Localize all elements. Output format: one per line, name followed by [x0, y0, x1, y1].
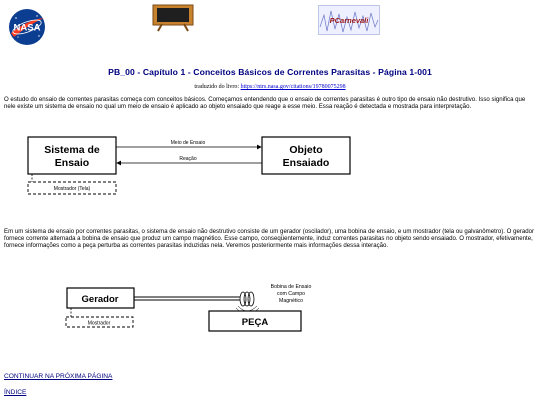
display-label-2: Mostrador: [87, 320, 111, 327]
object-label-line1: Objeto: [289, 144, 323, 156]
page-title: PB_00 - Capítulo 1 - Conceitos Básicos de Correntes Parasitas - Página 1-001: [108, 67, 432, 77]
medium-label: Meio de Ensaio: [170, 140, 206, 146]
system-paragraph: Em um sistema de ensaio por correntes parasitas, o sistema de ensaio não destrutivo consiste de um gerador (oscilador), uma bobina de ensaio, e um mostrador (tela ou galvanômetro). O gerador fornece corrente alternada a bobina de ensaio que produz um campo magnético. Esse campo, conseqüentemente, induz correntes parasitas no objeto sendo ensaiado. O mostrador, efetivamente, fornece informações como a peça perturba as correntes parasitas induzidas nela. Veremos posteriormente mais informações dessa interação.: [4, 228, 535, 250]
object-label-line2: Ensaiado: [282, 157, 330, 169]
source-link[interactable]: https://ntrs.nasa.gov/citations/19780075298: [240, 84, 346, 90]
pcarnevali-logo: [318, 5, 380, 35]
coil-label-line2: com Campo: [277, 291, 305, 297]
system-label-line2: Ensaio: [54, 157, 90, 169]
test-system-diagram: [0, 130, 540, 225]
pcarnevali-logo-text: PCarnevali: [329, 16, 369, 25]
chalkboard-icon: [152, 4, 194, 32]
nasa-logo: [8, 8, 46, 46]
system-label-line1: Sistema de: [44, 144, 100, 156]
next-page-link[interactable]: CONTINUAR NA PRÓXIMA PÁGINA: [4, 373, 113, 380]
coil-label-line1: Bobina de Ensaio: [270, 284, 312, 290]
display-label: Mostrador (Tela): [53, 186, 91, 192]
source-prefix: traduzido do livro:: [194, 84, 240, 90]
generator-label: Gerador: [81, 294, 119, 305]
part-label: PEÇA: [241, 317, 269, 328]
reaction-label: Reação: [179, 156, 197, 162]
eddy-current-diagram: [0, 278, 540, 338]
source-line: [0, 84, 540, 90]
coil-label-line3: Magnético: [279, 298, 303, 304]
nasa-logo-text: NASA: [13, 22, 41, 34]
index-link[interactable]: ÍNDICE: [4, 389, 27, 396]
intro-paragraph: O estudo do ensaio de correntes parasitas começa com conceitos básicos. Começamos entendendo que o ensaio de correntes parasitas é outro tipo de ensaio não destrutivo. Isso significa que nele existe um sistema de ensaio no qual um meio de ensaio é aplicado ao objeto ensaiado que reage a esse meio. Essa reação é detectada e mostrada para interpretação.: [4, 96, 526, 111]
